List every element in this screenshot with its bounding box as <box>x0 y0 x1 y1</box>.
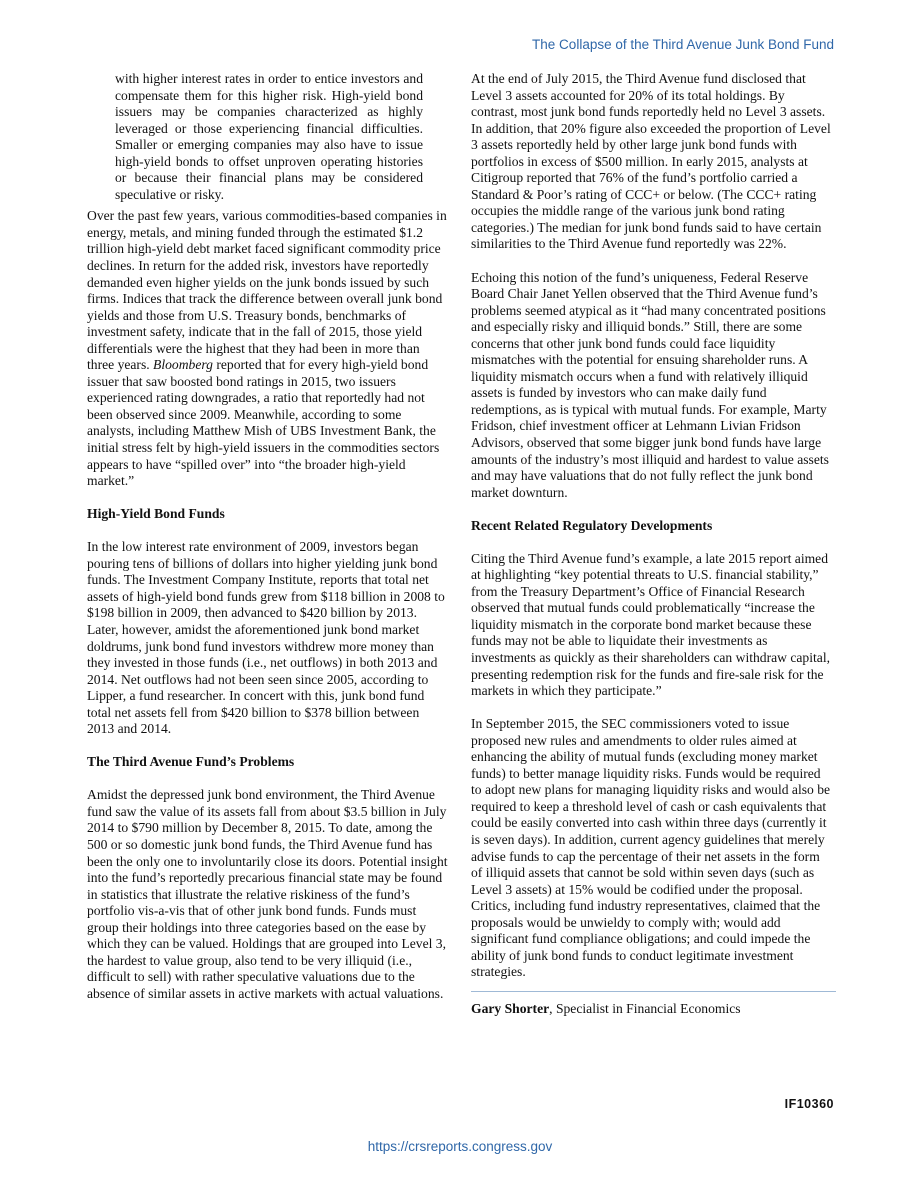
author-line <box>471 1001 833 1018</box>
section-heading-third-avenue: The Third Avenue Fund’s Problems <box>87 754 295 770</box>
footer <box>0 1139 920 1154</box>
sec-proposal-paragraph: In September 2015, the SEC commissioners voted to issue proposed new rules and amendments to older rules aimed at enhancing the ability of mutual funds (excluding money market funds) to better manage liquidity risks. Funds would be required to adopt new plans for managing liquidity risks and would also be required to keep a threshold level of cash or cash equivalents that could be easily converted into cash within three days (currently it is seven days). In addition, current agency guidelines that merely advise funds to cap the percentage of their net assets in the form of illiquid assets that cannot be sold within seven days (such as Level 3 assets) at 15% would be codified under the proposal. Critics, including fund industry representatives, claimed that the proposals would be unwieldy to comply with; would add significant fund compliance obligations; and could impede the ability of junk bond funds to conduct legitimate investment strategies. <box>471 716 831 980</box>
commodities-text-b: reported that for every high-yield bond issuer that saw boosted bond ratings in 2015, two issuers experienced rating downgrades, a ratio that reportedly had not been observed since 2009. Meanwhile, according to some analysts, including Matthew Mish of UBS Investment Bank, the initial stress felt by high-yield issuers in the commodities sectors appears to have “spilled over” into “the broader high-yield market.” <box>87 357 440 489</box>
section-heading-regulatory: Recent Related Regulatory Developments <box>471 517 713 533</box>
section-heading-high-yield-funds: High-Yield Bond Funds <box>87 506 225 522</box>
author-title: , Specialist in Financial Economics <box>549 1000 741 1016</box>
treasury-report-paragraph: Citing the Third Avenue fund’s example, a late 2015 report aimed at highlighting “key potential threats to U.S. financial stability,” from the Treasury Department’s Office of Financial Research observed that mutual funds could problematically “increase the liquidity mismatch in the corporate bond market because these funds may not be able to liquidate their investments as investments as quickly as their shareholders can withdraw capital, presenting redemption risk for the funds and fire-sale risk for the markets in which they participate.” <box>471 550 830 699</box>
level3-paragraph: At the end of July 2015, the Third Avenue fund disclosed that Level 3 assets accounted for 20% of its total holdings. By contrast, most junk bond funds reportedly held no Level 3 assets. In addition, that 20% figure also exceeded the proportion of Level 3 assets reportedly held by other large junk bond funds with portfolios in excess of $500 million. In early 2015, analysts at Citigroup reported that 76% of the fund’s portfolio carried a Standard & Poor’s rating of CCC+ or below. (The CCC+ rating occupies the middle range of the various junk bond rating categories.) The median for junk bond funds said to have certain similarities to the Third Avenue fund reportedly was 22%. <box>471 71 831 252</box>
bloomberg-italic: Bloomberg <box>153 357 213 373</box>
footer-url-link[interactable]: https://crsreports.congress.gov <box>367 1139 553 1154</box>
third-avenue-paragraph: Amidst the depressed junk bond environment, the Third Avenue fund saw the value of its assets fall from about $3.5 billion in July 2014 to $790 million by December 8, 2015. To date, among the 500 or so domestic junk bond funds, the Third Avenue fund has been the only one to involuntarily close its doors. Potential insight into the fund’s reportedly precarious financial state may be found in statistics that illustrate the relative riskiness of the fund’s portfolio vis-a-vis that of other junk bond funds. Funds must group their holdings into three categories based on the ease by which they can be valued. Holdings that are grouped into Level 3, the hardest to value group, also tend to be very illiquid (i.e., difficult to sell) with rather speculative valuations due to the absence of similar assets in active markets with actual valuations. <box>87 787 448 1001</box>
running-header: The Collapse of the Third Avenue Junk Bond Fund <box>532 37 834 52</box>
high-yield-funds-paragraph: In the low interest rate environment of 2009, investors began pouring tens of billions of dollars into higher yielding junk bond funds. The Investment Company Institute, reports that total net assets of high-yield bond funds grew from $118 billion in 2008 to $198 billion in 2009, then advanced to $420 billion by 2013. Later, however, amidst the aforementioned junk bond market doldrums, junk bond fund investors withdrew more money than they invested in those funds (i.e., net outflows) in both 2013 and 2014. Net outflows had not been seen since 2005, according to Lipper, a fund researcher. In concert with this, junk bond fund total net assets fell from $420 billion to $378 billion between 2013 and 2014. <box>87 539 445 737</box>
author-name: Gary Shorter <box>471 1000 550 1016</box>
yellen-paragraph: Echoing this notion of the fund’s uniqueness, Federal Reserve Board Chair Janet Yellen observed that the Third Avenue fund’s problems seemed atypical as it “had many concentrated positions and especially risky and illiquid bonds.” Still, there are some concerns that other junk bond funds could face liquidity mismatches with the potential for ensuing shareholder runs. A liquidity mismatch occurs when a fund with relatively illiquid assets is funded by investors who can make daily fund redemptions, as is typical with mutual funds. For example, Marty Fridson, chief investment officer at Lehmann Livian Fridson Advisors, observed that some bigger junk bond funds have large amounts of the industry’s most illiquid and hardest to value assets and may have valuations that do not fully reflect the junk bond market downturn. <box>471 269 829 500</box>
right-column <box>471 71 833 1017</box>
block-quote: with higher interest rates in order to entice investors and compensate them for this higher risk. High-yield bond issuers may be companies characterized as highly leveraged or those experiencing financial difficulties. Smaller or emerging companies may also have to issue high-yield bonds to offset unproven operating histories or because their financial plans may be considered speculative or risky. <box>115 71 423 202</box>
document-id: IF10360 <box>784 1097 834 1111</box>
commodities-text-a: Over the past few years, various commodities-based companies in energy, metals, and mining funded through the estimated $1.2 trillion high-yield debt market faced significant commodity price declines. In return for the added risk, investors have reportedly demanded even higher yields on the junk bonds issued by such firms. Indices that track the difference between overall junk bond yields and those from U.S. Treasury bonds, benchmarks of investment safety, indicate that in the fall of 2015, those yield differentials were the highest that they had been in more than three years. <box>87 208 447 373</box>
left-column <box>87 71 449 1002</box>
commodities-paragraph <box>87 208 449 489</box>
author-divider <box>471 991 836 992</box>
